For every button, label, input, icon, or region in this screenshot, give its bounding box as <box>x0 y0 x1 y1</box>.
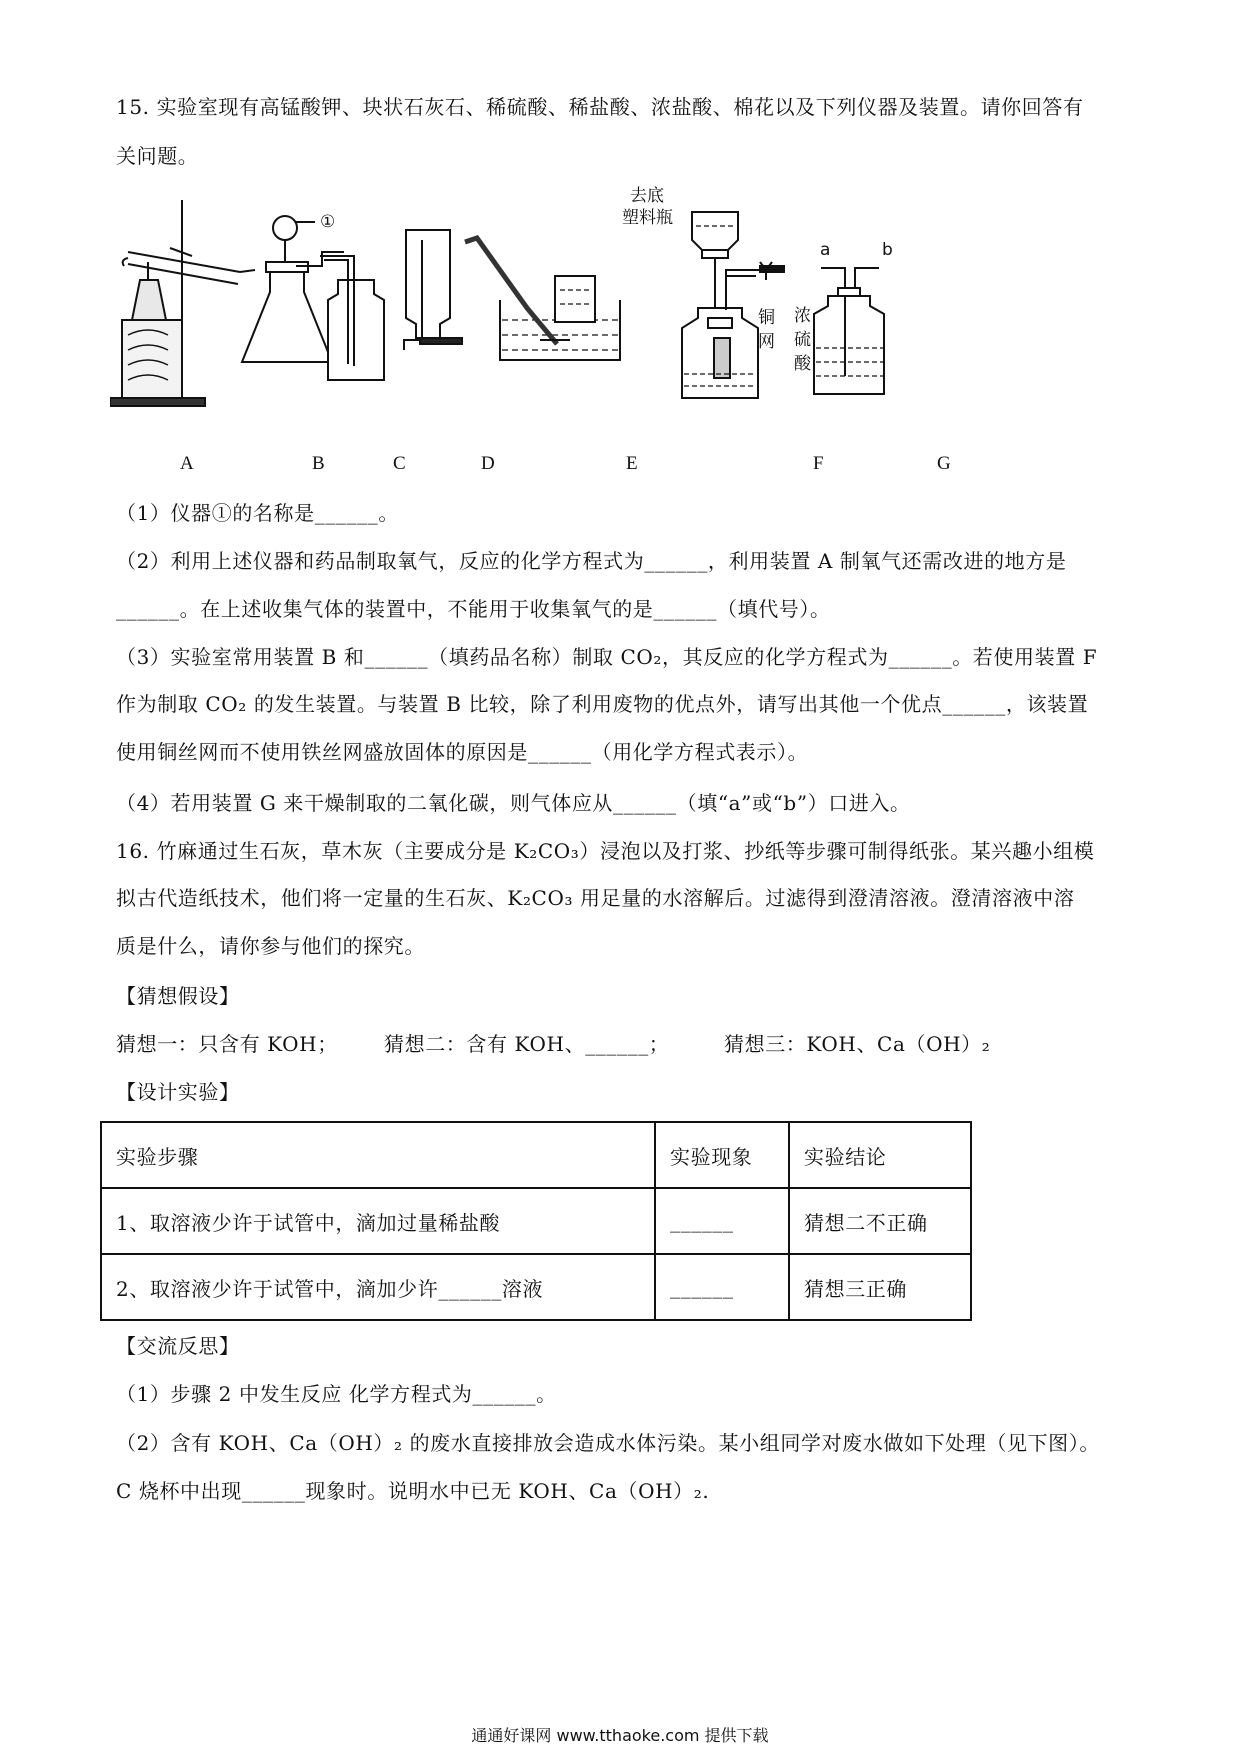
apparatus-d <box>404 230 462 350</box>
guess-2: 猜想二：含有 KOH、______； <box>384 1032 670 1056</box>
label-b: B <box>312 453 325 474</box>
g-port-b: b <box>882 240 893 260</box>
table-header-row <box>101 1122 971 1188</box>
apparatus-figure <box>110 186 1150 460</box>
q15-sub-3-line-3: 使用铜丝网而不使用铁丝网盛放固体的原因是______（用化学方程式表示）。 <box>116 740 809 764</box>
label-c: C <box>393 453 406 474</box>
label-f: F <box>813 453 824 474</box>
table-cell-phenomenon: ______ <box>655 1188 789 1254</box>
heading-guess: 【猜想假设】 <box>116 984 240 1008</box>
table-cell-step: 1、取溶液少许于试管中，滴加过量稀盐酸 <box>101 1188 655 1254</box>
g-acid-label-3: 酸 <box>794 354 811 374</box>
g-acid-label-1: 浓 <box>794 306 811 326</box>
reflect-1: （1）步骤 2 中发生反应 化学方程式为______。 <box>116 1382 557 1406</box>
apparatus-g <box>814 268 884 394</box>
f-mesh-label-2: 网 <box>758 332 775 352</box>
label-e: E <box>626 453 638 474</box>
table-header-conclusion: 实验结论 <box>789 1122 971 1188</box>
q16-intro-line-1: 16. 竹麻通过生石灰，草木灰（主要成分是 K₂CO₃）浸泡以及打浆、抄纸等步骤可制得纸张。某兴趣小组模 <box>116 839 1095 863</box>
table-cell-conclusion: 猜想二不正确 <box>789 1188 971 1254</box>
apparatus-f <box>682 212 784 398</box>
table-cell-step: 2、取溶液少许于试管中，滴加少许______溶液 <box>101 1254 655 1320</box>
apparatus-a <box>110 200 255 406</box>
guess-3: 猜想三：KOH、Ca（OH）₂ <box>724 1032 991 1056</box>
f-top-label-2: 塑料瓶 <box>622 208 673 228</box>
experiment-table <box>100 1121 972 1321</box>
guess-1: 猜想一：只含有 KOH； <box>116 1032 338 1056</box>
q15-intro-line-2: 关问题。 <box>116 144 199 168</box>
g-acid-label-2: 硫 <box>794 330 811 350</box>
table-cell-conclusion: 猜想三正确 <box>789 1254 971 1320</box>
mark-1-label: ① <box>320 212 336 232</box>
table-header-phenomenon: 实验现象 <box>655 1122 789 1188</box>
q15-sub-2-line-1: （2）利用上述仪器和药品制取氧气，反应的化学方程式为______，利用装置 A 制氧气还需改进的地方是 <box>116 549 1067 573</box>
q15-sub-3-line-1: （3）实验室常用装置 B 和______（填药品名称）制取 CO₂，其反应的化学方程式为______。若使用装置 F <box>116 645 1098 669</box>
q16-intro-line-3: 质是什么，请你参与他们的探究。 <box>116 934 425 958</box>
g-port-a: a <box>820 240 831 260</box>
heading-reflect: 【交流反思】 <box>116 1334 240 1358</box>
table-cell-phenomenon: ______ <box>655 1254 789 1320</box>
page-footer: 通通好课网 www.tthaoke.com 提供下载 <box>471 1726 769 1745</box>
q15-sub-1: （1）仪器①的名称是______。 <box>116 501 399 525</box>
q15-sub-2-line-2: ______。在上述收集气体的装置中，不能用于收集氧气的是______（填代号）。 <box>116 597 831 621</box>
q15-intro-line-1: 15. 实验室现有高锰酸钾、块状石灰石、稀硫酸、稀盐酸、浓盐酸、棉花以及下列仪器及装置。请你回答有 <box>116 95 1084 119</box>
reflect-2-line-2: C 烧杯中出现______现象时。说明水中已无 KOH、Ca（OH）₂. <box>116 1479 710 1503</box>
q15-sub-3-line-2: 作为制取 CO₂ 的发生装置。与装置 B 比较，除了利用废物的优点外，请写出其他一个优点______，该装置 <box>116 692 1089 716</box>
table-header-step: 实验步骤 <box>101 1122 655 1188</box>
f-mesh-label-1: 铜 <box>758 308 775 328</box>
label-g: G <box>937 453 951 474</box>
heading-design: 【设计实验】 <box>116 1080 240 1104</box>
apparatus-c <box>320 256 384 380</box>
label-a: A <box>180 453 194 474</box>
reflect-2-line-1: （2）含有 KOH、Ca（OH）₂ 的废水直接排放会造成水体污染。某小组同学对废水做如下处理（见下图）。 <box>116 1431 1100 1455</box>
q15-sub-4: （4）若用装置 G 来干燥制取的二氧化碳，则气体应从______（填“a”或“b”）口进入。 <box>116 791 911 815</box>
apparatus-e <box>465 238 620 360</box>
label-d: D <box>481 453 495 474</box>
f-top-label-1: 去底 <box>630 186 664 206</box>
q16-intro-line-2: 拟古代造纸技术，他们将一定量的生石灰、K₂CO₃ 用足量的水溶解后。过滤得到澄清溶液。澄清溶液中溶 <box>116 886 1075 910</box>
table-row <box>101 1254 971 1320</box>
table-row <box>101 1188 971 1254</box>
